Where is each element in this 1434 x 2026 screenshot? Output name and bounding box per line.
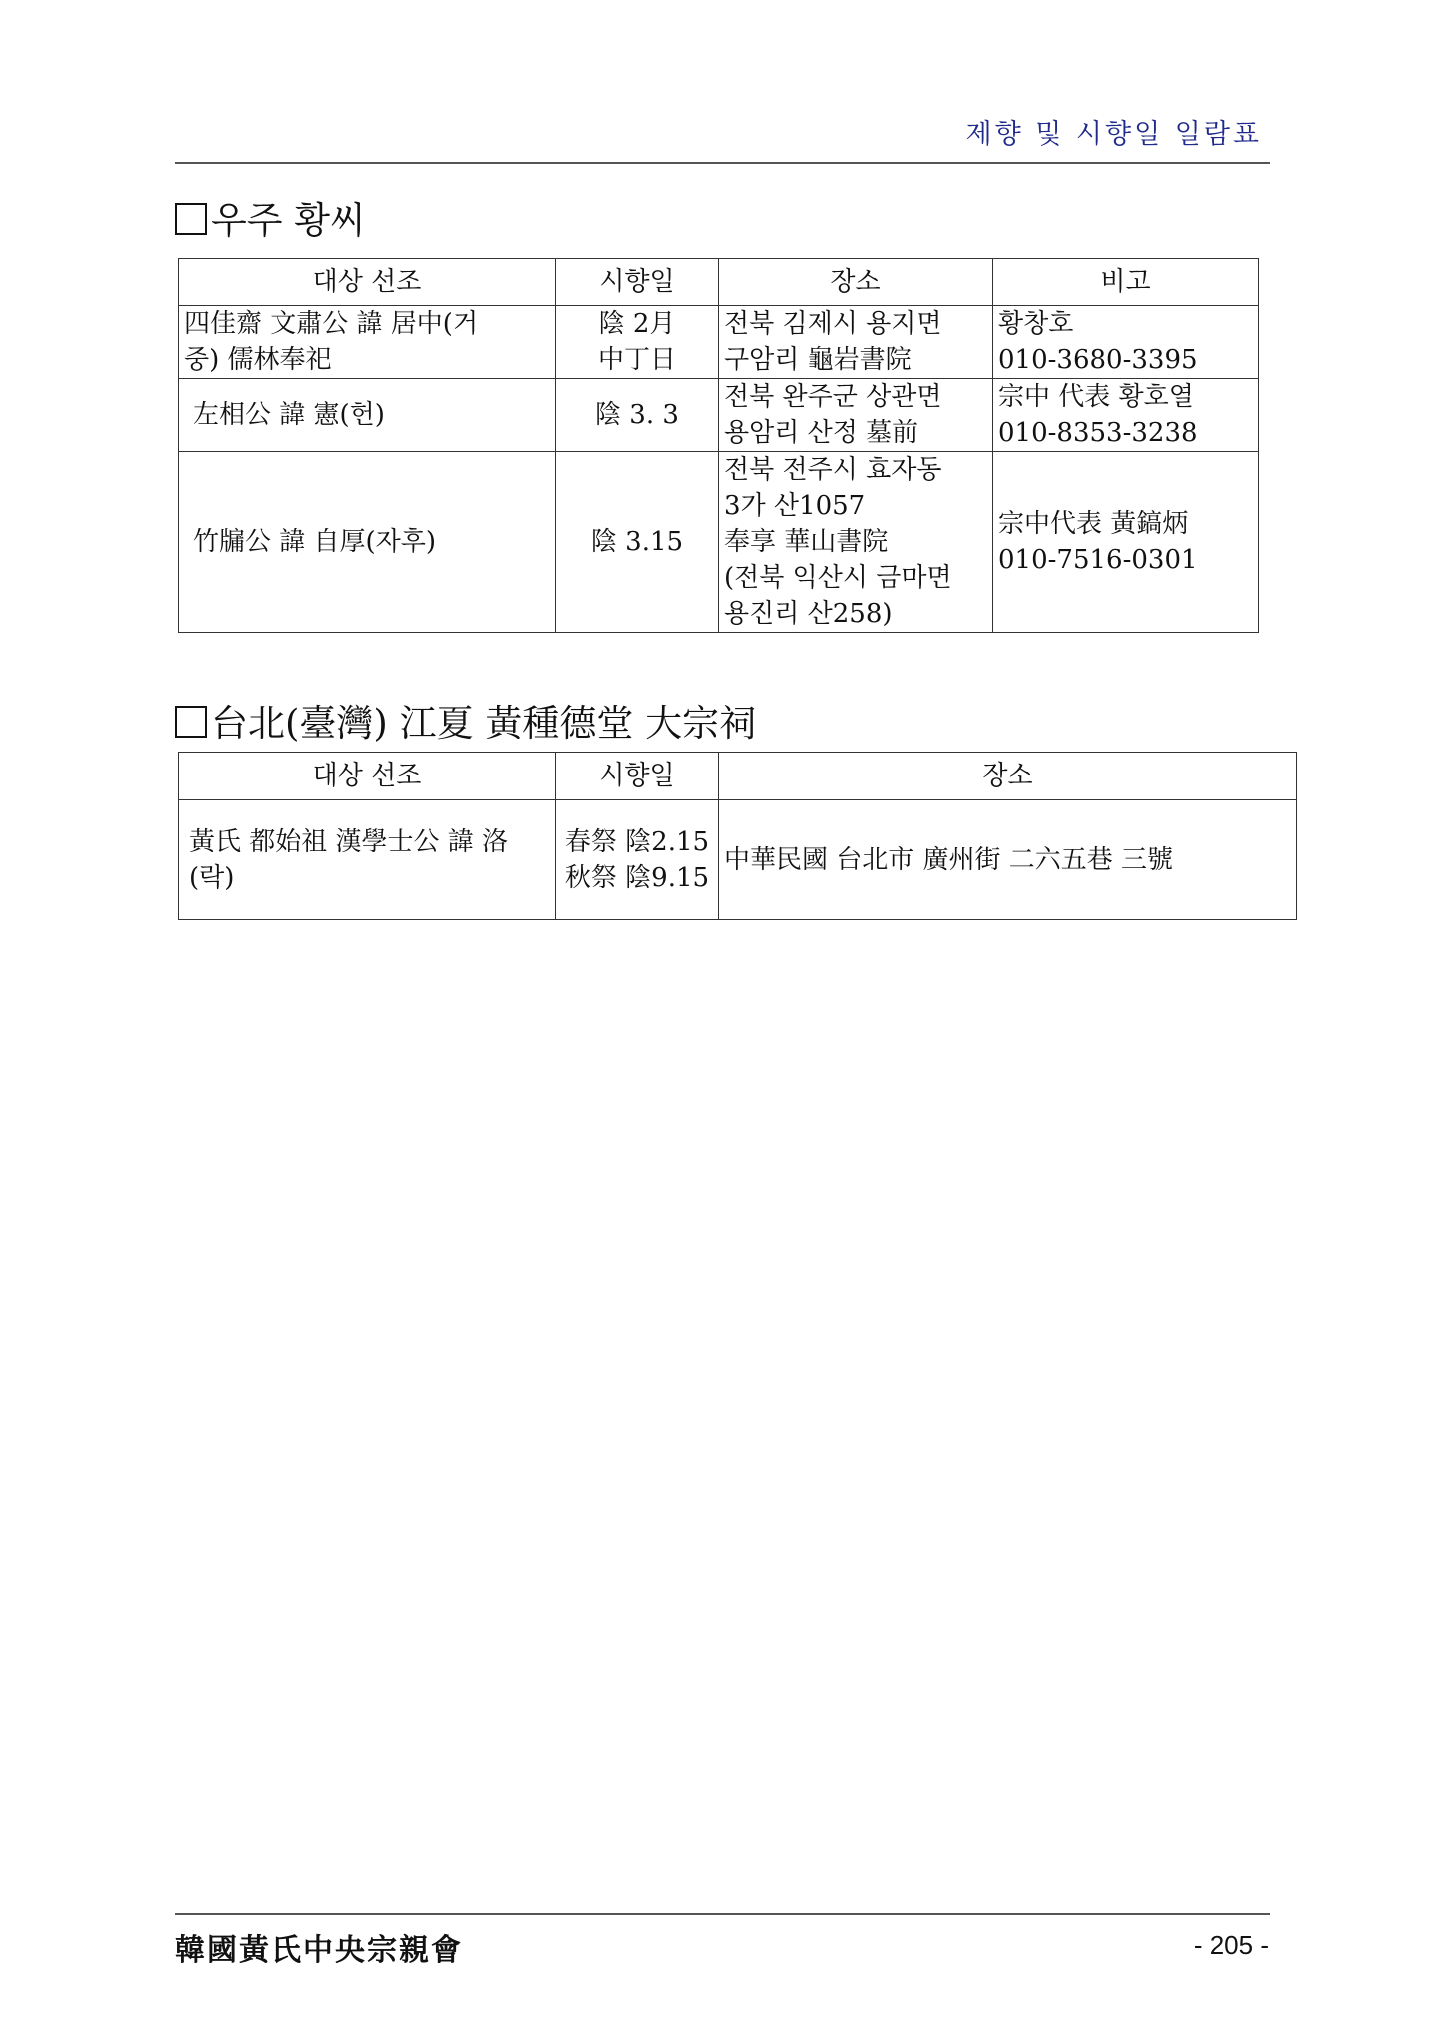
cell-line: 左相公 諱 憲(헌) (193, 400, 385, 430)
table-row (179, 800, 1297, 920)
cell-line: 陰 3.15 (590, 527, 684, 557)
table-header-row (179, 753, 1297, 800)
table-row (179, 379, 1259, 452)
cell-line: 전북 김제시 용지면 (724, 309, 942, 339)
section-title-taipei-shrine (175, 693, 756, 747)
cell-line: 전북 전주시 효자동 (724, 455, 942, 485)
column-header: 대상 선조 (179, 753, 556, 800)
header-divider (175, 162, 1270, 164)
section-title-text: 우주 황씨 (211, 199, 366, 242)
column-header: 시향일 (556, 259, 719, 306)
cell-line: 용진리 산258) (724, 599, 893, 629)
cell-line: 전북 완주군 상관면 (724, 382, 942, 412)
cell-line: 구암리 龜岩書院 (724, 345, 912, 375)
woojoo-hwang-table (178, 258, 1259, 633)
column-header: 비고 (993, 259, 1259, 306)
cell-line: 秋祭 陰9.15 (564, 862, 710, 893)
note-cell (993, 379, 1259, 452)
ancestor-cell (179, 452, 556, 633)
cell-line: 陰 2月 (598, 309, 676, 339)
cell-line: 春祭 陰2.15 (564, 826, 710, 857)
table-row (179, 452, 1259, 633)
column-header: 장소 (719, 753, 1297, 800)
column-header: 대상 선조 (179, 259, 556, 306)
note-cell (993, 306, 1259, 379)
cell-line: 용암리 산정 墓前 (724, 418, 919, 448)
footer-organization: 韓國黃氏中央宗親會 (175, 1933, 463, 1968)
cell-line: 中丁日 (597, 345, 676, 375)
cell-line: 3가 산1057 (724, 491, 866, 521)
cell-line: 陰 3. 3 (595, 400, 679, 430)
place-cell (719, 452, 993, 633)
note-cell (993, 452, 1259, 633)
column-header: 장소 (719, 259, 993, 306)
place-cell (719, 800, 1297, 920)
section-title-woojoo-hwang (175, 190, 366, 244)
cell-line: 황창호 (998, 309, 1074, 339)
date-cell (556, 306, 719, 379)
page-number: - 205 - (1193, 1930, 1269, 1960)
place-cell (719, 306, 993, 379)
cell-line: 黃氏 都始祖 漢學士公 諱 洛 (189, 826, 509, 857)
footer-divider (175, 1913, 1270, 1915)
cell-line: 四佳齋 文肅公 諱 居中(거 (184, 309, 479, 339)
ancestor-cell (179, 379, 556, 452)
checkbox-square-icon (175, 203, 207, 235)
date-cell (556, 800, 719, 920)
ancestor-cell (179, 800, 556, 920)
cell-line: 宗中 代表 황호열 (998, 382, 1194, 412)
taipei-shrine-table (178, 752, 1297, 920)
column-header: 시향일 (556, 753, 719, 800)
table-row (179, 306, 1259, 379)
section-title-text: 台北(臺灣) 江夏 黃種德堂 大宗祠 (211, 702, 757, 745)
cell-line: 010-3680-3395 (998, 345, 1198, 375)
cell-line: 中華民國 台北市 廣州街 二六五巷 三號 (724, 844, 1174, 875)
date-cell (556, 452, 719, 633)
cell-line: 010-7516-0301 (998, 545, 1198, 575)
cell-line: 宗中代表 黃鎬炳 (998, 509, 1189, 539)
table-header-row (179, 259, 1259, 306)
cell-line: (전북 익산시 금마면 (724, 563, 952, 593)
place-cell (719, 379, 993, 452)
cell-line: (락) (189, 862, 235, 893)
cell-line: 竹牖公 諱 自厚(자후) (193, 527, 437, 557)
running-header-title: 제향 및 시향일 일람표 (965, 119, 1262, 150)
cell-line: 010-8353-3238 (998, 418, 1198, 448)
ancestor-cell (179, 306, 556, 379)
date-cell (556, 379, 719, 452)
checkbox-square-icon (175, 706, 207, 738)
cell-line: 중) 儒林奉祀 (184, 345, 332, 375)
cell-line: 奉享 華山書院 (724, 527, 889, 557)
